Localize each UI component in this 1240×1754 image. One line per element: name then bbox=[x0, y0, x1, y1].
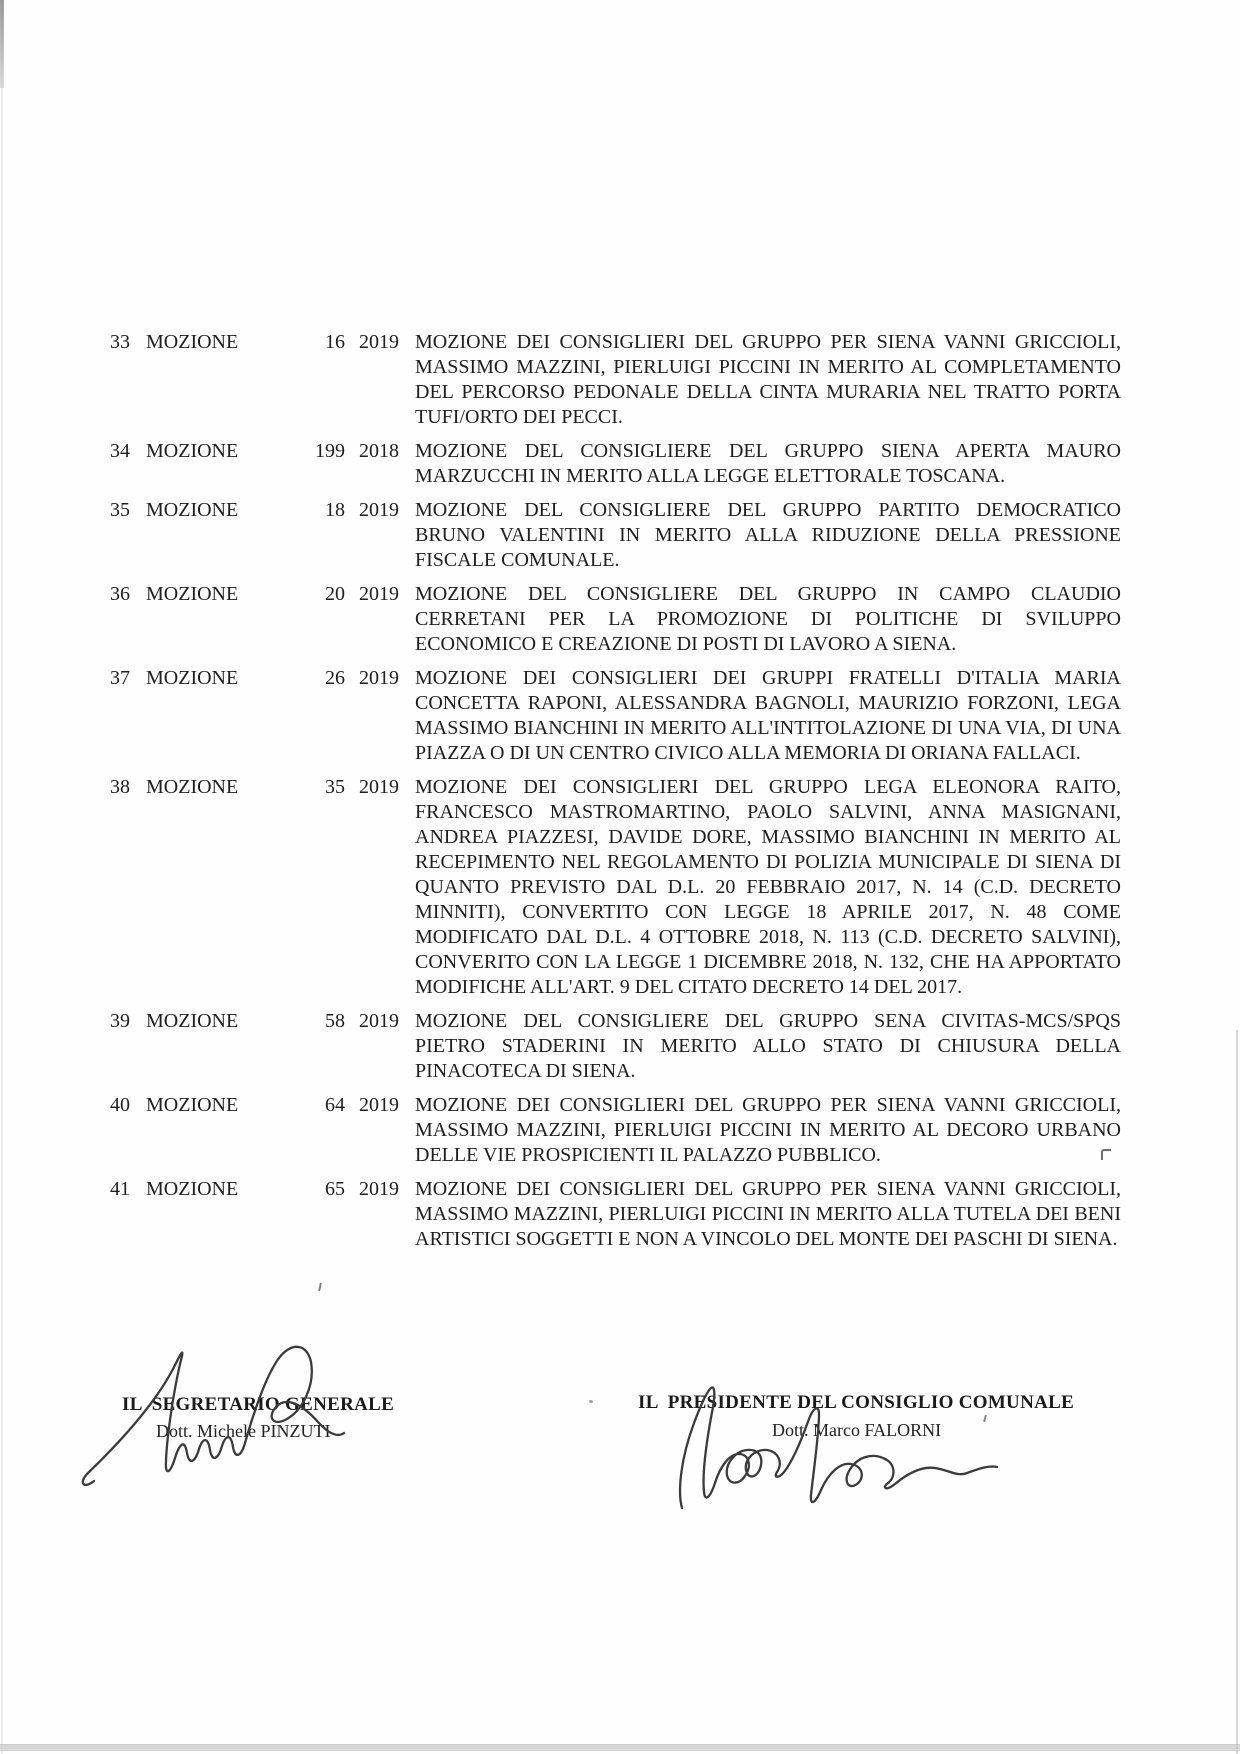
table-row bbox=[0, 775, 1240, 1000]
row-description: MOZIONE DEI CONSIGLIERI DEL GRUPPO PER SIENA VANNI GRICCIOLI, MASSIMO MAZZINI, PIERLUIGI PICCINI IN MERITO AL DECORO URBANO DELLE VIE PROSPICIENTI IL PALAZZO PUBBLICO. bbox=[415, 1094, 1121, 1166]
table-row bbox=[0, 666, 1240, 766]
table-row bbox=[0, 439, 1240, 489]
table-row bbox=[0, 582, 1240, 657]
row-description: MOZIONE DEI CONSIGLIERI DEL GRUPPO PER SIENA VANNI GRICCIOLI, MASSIMO MAZZINI, PIERLUIGI PICCINI IN MERITO ALLA TUTELA DEI BENI ARTISTICI SOGGETTI E NON A VINCOLO DEL MONTE DEI PASCHI DI SIENA. bbox=[415, 1178, 1121, 1250]
president-name: Dott. Marco FALORNI bbox=[772, 1420, 942, 1440]
table-row bbox=[0, 1177, 1240, 1252]
row-type: MOZIONE bbox=[146, 583, 239, 605]
row-number: 199 bbox=[315, 440, 345, 462]
row-index: 34 bbox=[110, 440, 130, 462]
row-year: 2019 bbox=[359, 499, 399, 521]
row-year: 2019 bbox=[359, 583, 399, 605]
row-type: MOZIONE bbox=[146, 499, 239, 521]
secretary-name: Dott. Michele PINZUTI bbox=[156, 1421, 331, 1441]
scan-artifact-tick bbox=[318, 1283, 322, 1291]
row-index: 39 bbox=[110, 1010, 130, 1032]
scan-artifact-left-top bbox=[0, 0, 4, 88]
row-type: MOZIONE bbox=[146, 1010, 239, 1032]
row-type: MOZIONE bbox=[146, 1094, 239, 1116]
row-year: 2018 bbox=[359, 440, 399, 462]
table-row bbox=[0, 498, 1240, 573]
row-index: 37 bbox=[110, 667, 130, 689]
row-index: 38 bbox=[110, 776, 130, 798]
row-description: MOZIONE DEL CONSIGLIERE DEL GRUPPO SIENA APERTA MAURO MARZUCCHI IN MERITO ALLA LEGGE ELETTORALE TOSCANA. bbox=[415, 440, 1121, 487]
row-number: 18 bbox=[325, 499, 345, 521]
row-description: MOZIONE DEI CONSIGLIERI DEI GRUPPI FRATELLI D'ITALIA MARIA CONCETTA RAPONI, ALESSANDRA BAGNOLI, MAURIZIO FORZONI, LEGA MASSIMO BIANCHINI IN MERITO ALL'INTITOLAZIONE DI UNA VIA, DI UNA PIAZZA O DI UN CENTRO CIVICO ALLA MEMORIA DI ORIANA FALLACI. bbox=[415, 667, 1121, 764]
row-index: 40 bbox=[110, 1094, 130, 1116]
motion-list bbox=[0, 330, 1240, 1261]
table-row bbox=[0, 330, 1240, 430]
row-type: MOZIONE bbox=[146, 776, 239, 798]
row-description: MOZIONE DEL CONSIGLIERE DEL GRUPPO IN CAMPO CLAUDIO CERRETANI PER LA PROMOZIONE DI POLITICHE DI SVILUPPO ECONOMICO E CREAZIONE DI POSTI DI LAVORO A SIENA. bbox=[415, 583, 1121, 655]
secretary-title: IL SEGRETARIO GENERALE bbox=[122, 1394, 395, 1415]
row-year: 2019 bbox=[359, 667, 399, 689]
row-type: MOZIONE bbox=[146, 440, 239, 462]
row-number: 16 bbox=[325, 331, 345, 353]
row-index: 41 bbox=[110, 1178, 130, 1200]
row-number: 20 bbox=[325, 583, 345, 605]
row-index: 33 bbox=[110, 331, 130, 353]
table-row bbox=[0, 1009, 1240, 1084]
scan-artifact-apostrophe bbox=[983, 1415, 987, 1422]
table-row bbox=[0, 1093, 1240, 1168]
row-index: 35 bbox=[110, 499, 130, 521]
row-number: 65 bbox=[325, 1178, 345, 1200]
scan-artifact-bottom-edge bbox=[0, 1745, 1240, 1751]
row-type: MOZIONE bbox=[146, 667, 239, 689]
row-description: MOZIONE DEL CONSIGLIERE DEL GRUPPO SENA CIVITAS-MCS/SPQS PIETRO STADERINI IN MERITO ALLO STATO DI CHIUSURA DELLA PINACOTECA DI SIENA. bbox=[415, 1010, 1121, 1082]
row-number: 58 bbox=[325, 1010, 345, 1032]
row-number: 64 bbox=[325, 1094, 345, 1116]
row-year: 2019 bbox=[359, 1010, 399, 1032]
secretary-signature-scribble bbox=[78, 1345, 348, 1495]
president-title: IL PRESIDENTE DEL CONSIGLIO COMUNALE bbox=[638, 1392, 1075, 1413]
row-type: MOZIONE bbox=[146, 1178, 239, 1200]
scan-artifact-dot bbox=[589, 1400, 593, 1403]
row-type: MOZIONE bbox=[146, 331, 239, 353]
row-description: MOZIONE DEL CONSIGLIERE DEL GRUPPO PARTITO DEMOCRATICO BRUNO VALENTINI IN MERITO ALLA RIDUZIONE DELLA PRESSIONE FISCALE COMUNALE. bbox=[415, 499, 1121, 571]
row-year: 2019 bbox=[359, 776, 399, 798]
row-number: 35 bbox=[325, 776, 345, 798]
row-description: MOZIONE DEI CONSIGLIERI DEL GRUPPO LEGA ELEONORA RAITO, FRANCESCO MASTROMARTINO, PAOLO SALVINI, ANNA MASIGNANI, ANDREA PIAZZESI, DAVIDE DORE, MASSIMO BIANCHINI IN MERITO AL RECEPIMENTO NEL REGOLAMENTO DI POLIZIA MUNICIPALE DI SIENA DI QUANTO PREVISTO DAL D.L. 20 FEBBRAIO 2017, N. 14 (C.D. DECRETO MINNITI), CONVERTITO CON LEGGE 18 APRILE 2017, N. 48 COME MODIFICATO DAL D.L. 4 OTTOBRE 2018, N. 113 (C.D. DECRETO SALVINI), CONVERITO CON LA LEGGE 1 DICEMBRE 2018, N. 132, CHE HA APPORTATO MODIFICHE ALL'ART. 9 DEL CITATO DECRETO 14 DEL 2017. bbox=[415, 776, 1121, 998]
row-year: 2019 bbox=[359, 1178, 399, 1200]
row-year: 2019 bbox=[359, 331, 399, 353]
row-index: 36 bbox=[110, 583, 130, 605]
row-number: 26 bbox=[325, 667, 345, 689]
row-year: 2019 bbox=[359, 1094, 399, 1116]
row-description: MOZIONE DEI CONSIGLIERI DEL GRUPPO PER SIENA VANNI GRICCIOLI, MASSIMO MAZZINI, PIERLUIGI PICCINI IN MERITO AL COMPLETAMENTO DEL PERCORSO PEDONALE DELLA CINTA MURARIA NEL TRATTO PORTA TUFI/ORTO DEI PECCI. bbox=[415, 331, 1121, 428]
